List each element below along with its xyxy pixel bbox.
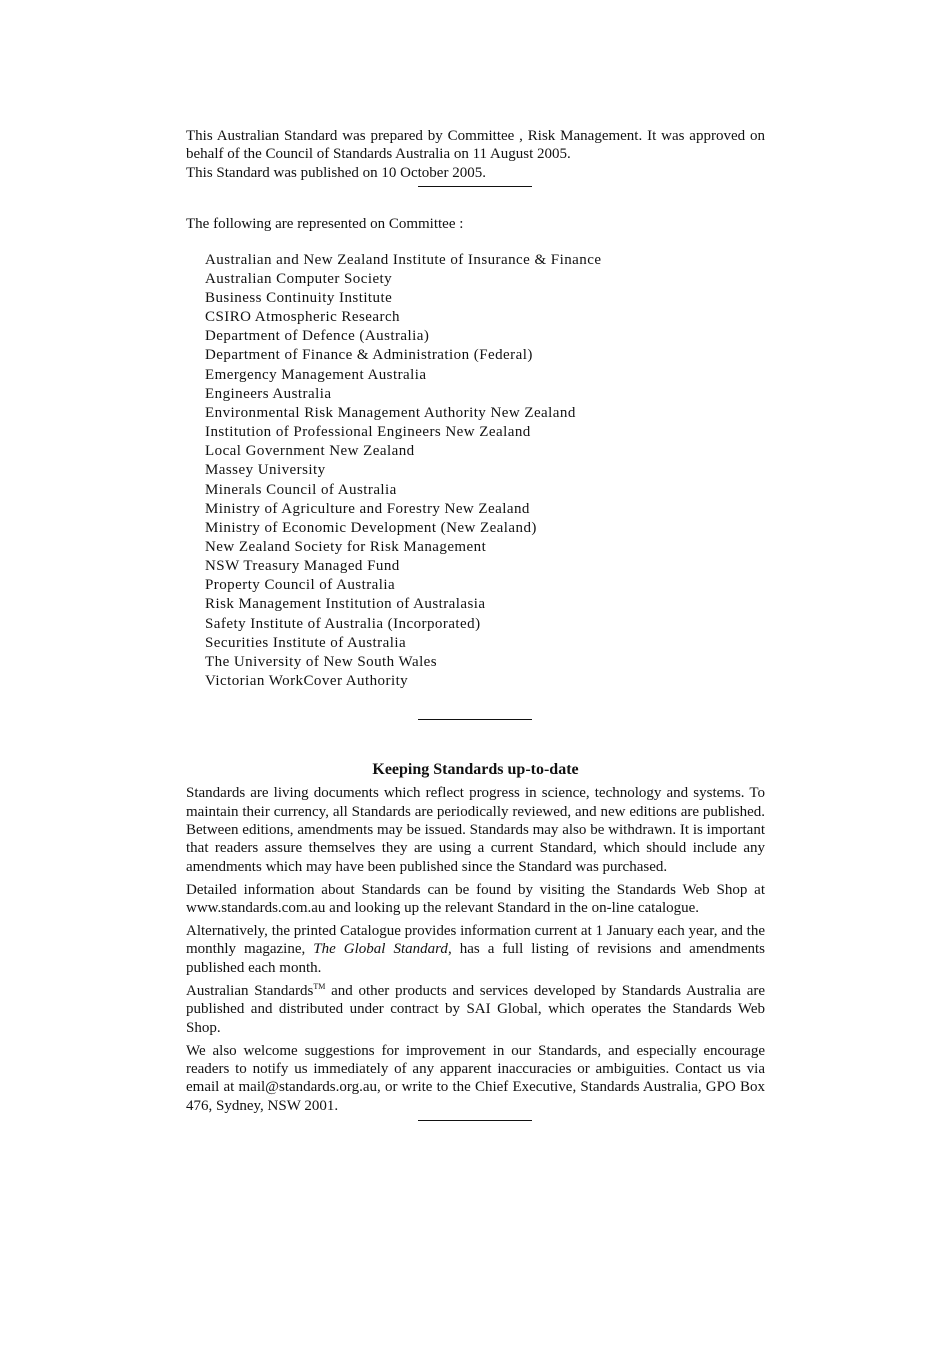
committee-member: Safety Institute of Australia (Incorporated) (205, 615, 481, 632)
committee-member: Victorian WorkCover Authority (205, 673, 409, 690)
paragraph-web-shop: Detailed information about Standards can be found by visiting the Standards Web Shop at www.standards.com.au and looking up the relevant Standard in the on-line catalogue. (186, 881, 765, 917)
trademark-symbol: TM (313, 981, 326, 991)
paragraph-suggestions: We also welcome suggestions for improvement in our Standards, and especially encourage readers to notify us immediately of any apparent inaccuracies or ambiguities. Contact us via email at mail@standards.org.au, or write to the Chief Executive, Standards Australia, GPO Box 476, Sydney, NSW 2001. (186, 1042, 765, 1114)
committee-member-list (186, 251, 765, 692)
committee-member: NSW Treasury Managed Fund (205, 558, 400, 575)
sai-global-text: and other products and services developed by Standards Australia are published and distributed under contract by SAI Global, which operates the Standards Web Shop. (186, 982, 766, 1036)
committee-member: Emergency Management Australia (205, 366, 427, 383)
catalogue-text-start: Alternatively, the printed Catalogue provides information current at 1 January each year, and the monthly magazine, (186, 923, 765, 958)
committee-member: Property Council of Australia (205, 577, 396, 594)
committee-member: Minerals Council of Australia (205, 481, 397, 498)
section-heading: Keeping Standards up-to-date (372, 761, 579, 779)
publication-note: This Australian Standard was prepared by Committee , Risk Management. It was approved on behalf of the Council of Standards Australia on 11 August 2005. (186, 128, 765, 163)
committee-member: Department of Finance & Administration (Federal) (205, 347, 533, 364)
document-page (186, 127, 765, 1121)
committee-member: Securities Institute of Australia (205, 634, 407, 651)
divider-rule (418, 1120, 532, 1121)
publication-date: This Standard was published on 10 October 2005. (186, 164, 486, 181)
divider-rule (418, 719, 532, 720)
paragraph-sai-global (186, 982, 765, 1037)
committee-member: Business Continuity Institute (205, 289, 393, 306)
committee-member: Local Government New Zealand (205, 443, 415, 460)
committee-member: CSIRO Atmospheric Research (205, 309, 401, 326)
committee-member: Department of Defence (Australia) (205, 328, 430, 345)
committee-member: Institution of Professional Engineers New Zealand (205, 424, 531, 441)
catalogue-text-end: , has a full listing of revisions and amendments published each month. (186, 941, 765, 976)
magazine-title: The Global Standard (313, 941, 448, 958)
committee-intro: The following are represented on Committee : (186, 216, 464, 233)
committee-member: Australian and New Zealand Institute of Insurance & Finance (205, 251, 602, 268)
trademark-text: Australian Standards (186, 982, 314, 999)
paragraph-living-documents: Standards are living documents which reflect progress in science, technology and systems. To maintain their currency, all Standards are periodically reviewed, and new editions are published. Between editions, amendments may be issued. Standards may also be withdrawn. It is important that readers assure themselves they are using a current Standard, which should include any amendments which may have been published since the Standard was purchased. (186, 785, 765, 875)
committee-member: Risk Management Institution of Australasia (205, 596, 486, 613)
paragraph-catalogue (186, 922, 765, 977)
committee-member: Ministry of Economic Development (New Zealand) (205, 519, 537, 536)
committee-member: The University of New South Wales (205, 653, 438, 670)
committee-member: Massey University (205, 462, 326, 479)
divider-rule (418, 186, 532, 187)
committee-member: Environmental Risk Management Authority New Zealand (205, 404, 576, 421)
committee-member: Engineers Australia (205, 385, 332, 402)
committee-member: New Zealand Society for Risk Management (205, 538, 487, 555)
committee-member: Ministry of Agriculture and Forestry New Zealand (205, 500, 530, 517)
committee-member: Australian Computer Society (205, 270, 393, 287)
